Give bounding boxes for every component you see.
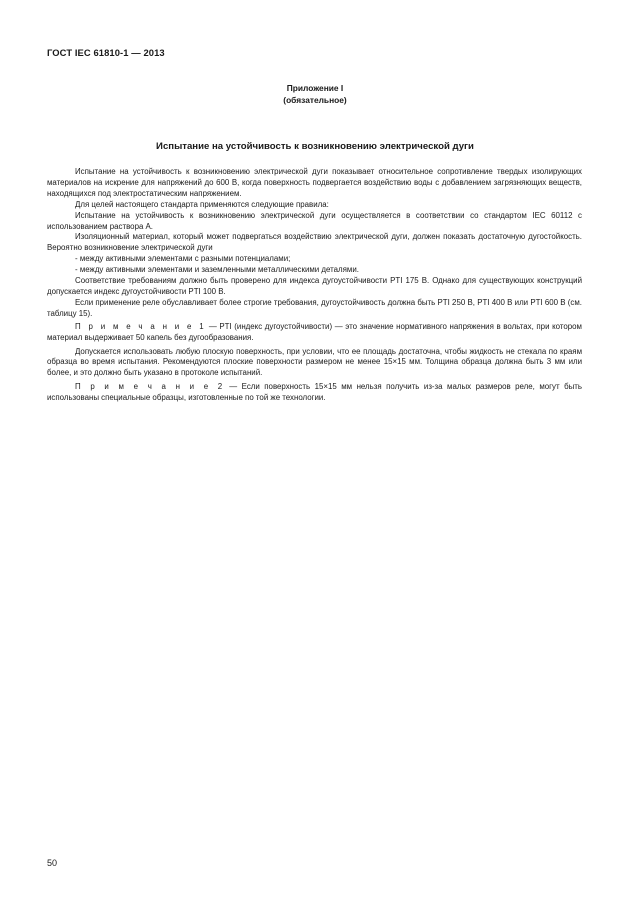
paragraph: Если применение реле обуславливает более строгие требования, дугоустойчивость должна быть PTI 250 В, PTI 400 В или PTI 600 В (см. таблицу 15). <box>47 297 582 318</box>
paragraph: Соответствие требованиям должно быть проверено для индекса дугоустойчивости PTI 175 В. Однако для существующих конструкций допускается индекс дугоустойчивости PTI 100 В. <box>47 276 582 296</box>
note-2-label: П р и м е ч а н и е 2 <box>75 382 225 392</box>
annex-title: Приложение I <box>286 83 344 93</box>
note-2 <box>47 382 582 404</box>
page-number: 50 <box>47 858 58 868</box>
paragraph: Изоляционный материал, который может подвергаться воздействию электрической дуги, должен показать достаточную дугостойкость. Вероятно возникновение электрической дуги <box>47 232 582 253</box>
list-item: - между активными элементами и заземленными металлическими деталями. <box>75 265 359 275</box>
paragraph: Испытание на устойчивость к возникновению электрической дуги показывает относительное сопротивление твердых изолирующих материалов на искрение для напряжений до 600 В, когда поверхность подвергается воздействию воды с добавлением загрязняющих веществ, находящихся под электростатическим напряжением. <box>47 167 582 198</box>
paragraph: Допускается использовать любую плоскую поверхность, при условии, что ее площадь достаточна, чтобы жидкость не стекала по краям образца во время испытания. Рекомендуются плоские поверхности размером не менее 15×15 мм. Толщина образца должна быть 3 мм или более, и это должно быть указано в протоколе испытаний. <box>47 346 582 378</box>
note-2-text: — Если поверхность 15×15 мм нельзя получить из-за малых размеров реле, могут быть использованы специальные образцы, изготовленные по той же технологии. <box>47 382 582 403</box>
note-1-label: П р и м е ч а н и е 1 <box>75 321 207 331</box>
list-item: - между активными элементами с разными потенциалами; <box>75 254 291 264</box>
body-text <box>47 167 582 404</box>
paragraph: Испытание на устойчивость к возникновению электрической дуги осуществляется в соответствии со стандартом IEC 60112 с использованием раствора А. <box>47 210 582 231</box>
note-1 <box>47 322 582 344</box>
note-1-text: — PTI (индекс дугоустойчивости) — это значение нормативного напряжения в вольтах, при котором материал выдерживает 50 капель без дугообразования. <box>47 321 582 342</box>
annex-heading <box>0 82 630 106</box>
paragraph: Для целей настоящего стандарта применяются следующие правила: <box>75 199 329 209</box>
annex-status: (обязательное) <box>283 95 347 105</box>
document-header: ГОСТ IEC 61810-1 — 2013 <box>47 47 165 58</box>
section-title: Испытание на устойчивость к возникновению электрической дуги <box>156 141 474 152</box>
